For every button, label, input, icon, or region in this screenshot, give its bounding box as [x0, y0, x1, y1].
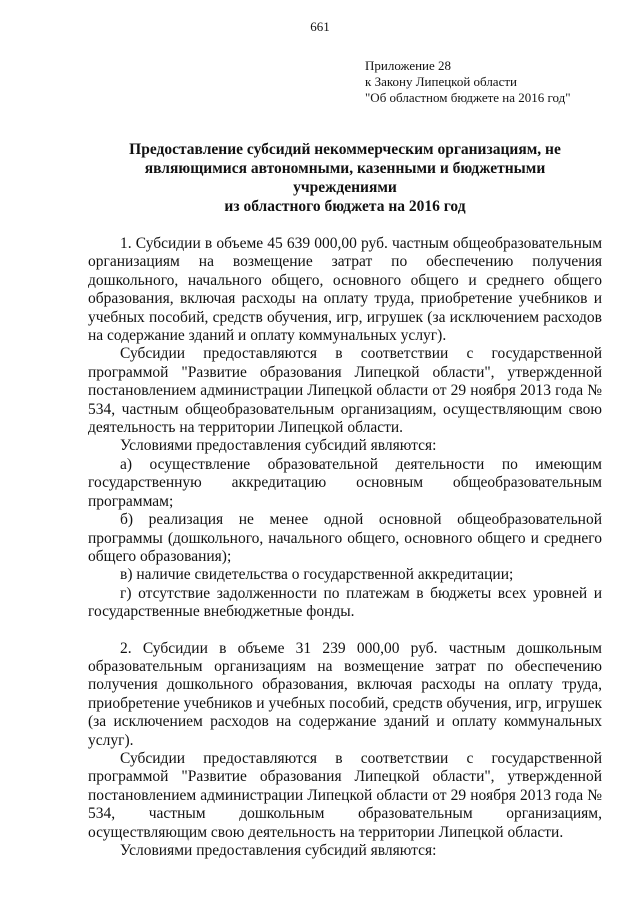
- document-body: [88, 235, 602, 860]
- title-line: Предоставление субсидий некоммерческим организациям, не: [129, 141, 561, 158]
- list-item: в) наличие свидетельства о государственной аккредитации;: [120, 566, 514, 584]
- list-item: г) отсутствие задолженности по платежам в бюджеты всех уровней и государственные внебюджетные фонды.: [88, 584, 602, 621]
- appendix-line: Приложение 28: [365, 58, 452, 73]
- paragraph: 2. Субсидии в объеме 31 239 000,00 руб. частным дошкольным образовательным организациям на возмещение затрат по обеспечению получения дошкольного образования, включая расходы на оплату труда, приобретение учебников и учебных пособий, средств обучения, игр, игрушек (за исключением расходов на содержание зданий и оплату коммунальных услуг).: [88, 639, 602, 749]
- document-title: [95, 140, 595, 216]
- paragraph: Условиями предоставления субсидий являются:: [120, 437, 437, 455]
- paragraph: Субсидии предоставляются в соответствии с государственной программой "Развитие образования Липецкой области", утвержденной постановлением администрации Липецкой области от 29 ноября 2013 года № 534, частным дошкольным образовательным организациям, осуществляющим свою деятельность на территории Липецкой области.: [88, 749, 602, 841]
- list-item: а) осуществление образовательной деятельности по имеющим государственную аккредитацию основным общеобразовательным программам;: [88, 455, 602, 510]
- page-number: 661: [310, 19, 330, 34]
- appendix-line: "Об областном бюджете на 2016 год": [365, 90, 571, 105]
- appendix-reference: [365, 58, 571, 106]
- paragraph: 1. Субсидии в объеме 45 639 000,00 руб. частным общеобразовательным организациям на возмещение затрат по обеспечению получения дошкольного, начального общего, основного общего и среднего общего образования, включая расходы на оплату труда, приобретение учебников и учебных пособий, средств обучения, игр, игрушек (за исключением расходов на содержание зданий и оплату коммунальных услуг).: [88, 235, 602, 345]
- paragraph: Условиями предоставления субсидий являются:: [120, 842, 437, 859]
- appendix-line: к Закону Липецкой области: [365, 74, 517, 89]
- title-line: из областного бюджета на 2016 год: [224, 198, 466, 215]
- list-item: б) реализация не менее одной основной общеобразовательной программы (дошкольного, начального общего, основного общего и среднего общего образования);: [88, 511, 602, 565]
- title-line: являющимися автономными, казенными и бюджетными учреждениями: [144, 160, 546, 196]
- paragraph: Субсидии предоставляются в соответствии с государственной программой "Развитие образования Липецкой области", утвержденной постановлением администрации Липецкой области от 29 ноября 2013 года № 534, частным общеобразовательным организациям, осуществляющим свою деятельность на территории Липецкой области.: [88, 345, 602, 437]
